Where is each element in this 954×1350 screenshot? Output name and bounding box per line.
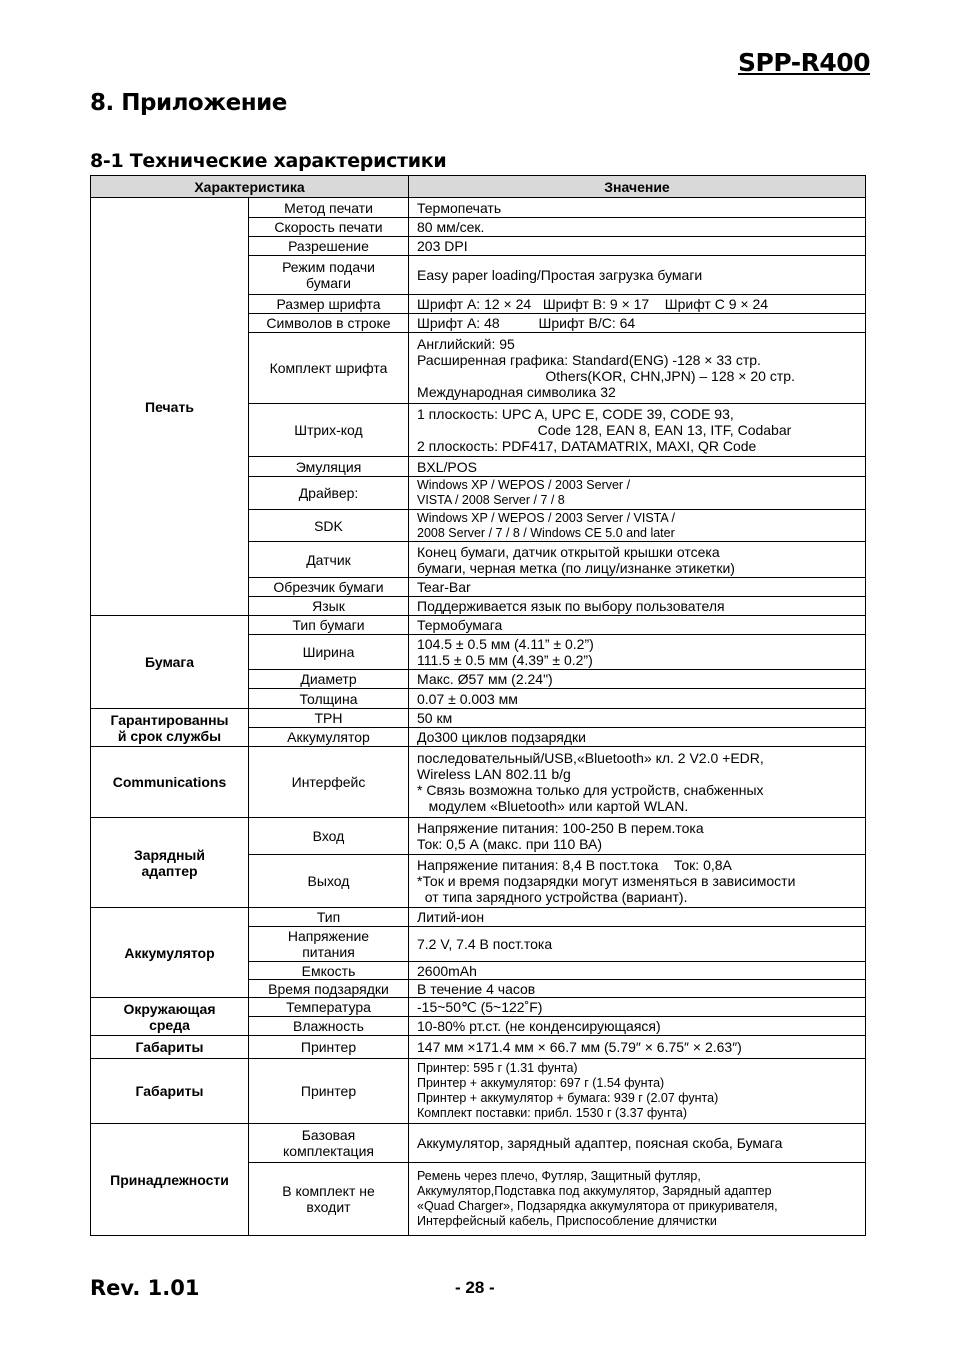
value-line: Напряжение питания: 8,4 В пост.тока Ток: 0,8А [417,857,732,873]
value-cell [409,1059,866,1124]
value-line: Поддерживается язык по выбору пользователя [417,598,725,614]
model-name: SPP-R400 [738,48,871,77]
value-line: Аккумулятор, зарядный адаптер, поясная скоба, Бумага [417,1135,783,1151]
parameter-cell: Эмуляция [249,457,409,477]
parameter-cell: Метод печати [249,198,409,218]
parameter-cell: Тип [249,908,409,927]
value-cell [409,616,866,635]
parameter-cell: Время подзарядки [249,980,409,998]
value-line: Международная символика 32 [417,384,616,400]
parameter-cell: Разрешение [249,237,409,256]
table-row [91,1124,866,1163]
value-line: Tear-Bar [417,579,471,595]
parameter-cell: Базовая комплектация [249,1124,409,1163]
value-line: Макс. Ø57 мм (2.24") [417,671,553,687]
value-cell [409,1036,866,1059]
value-cell [409,1124,866,1163]
value-line: 7.2 V, 7.4 В пост.тока [417,936,553,952]
table-header-row [91,176,866,198]
table-row [91,1036,866,1059]
value-line: 10-80% рт.ст. (не конденсирующаяся) [417,1018,661,1034]
value-line: Конец бумаги, датчик открытой крышки отсека [417,543,720,560]
parameter-cell: Символов в строке [249,314,409,333]
value-line: Комплект поставки: прибл. 1530 г (3.37 фунта) [417,1106,688,1120]
parameter-cell: Язык [249,597,409,616]
table-row [91,709,866,728]
value-cell [409,314,866,333]
value-cell [409,333,866,404]
value-line: Термопечать [417,199,502,216]
parameter-cell: В комплект не входит [249,1163,409,1236]
value-line: Английский: 95 [417,336,515,352]
group-label: Аккумулятор [91,908,249,998]
value-cell [409,1163,866,1236]
value-line: Easy paper loading/Простая загрузка бумаги [417,267,703,283]
value-line: Принтер: 595 г (1.31 фунта) [417,1061,578,1075]
parameter-cell: Влажность [249,1017,409,1036]
group-label: Принадлежности [91,1124,249,1236]
value-line: Others(KOR, CHN,JPN) – 128 × 20 стр. [417,368,795,384]
value-cell [409,998,866,1017]
value-cell [409,198,866,218]
revision-label: Rev. 1.01 [90,1276,200,1300]
parameter-cell: Обрезчик бумаги [249,578,409,597]
value-cell [409,295,866,314]
value-line: 111.5 ± 0.5 мм (4.39” ± 0.2”) [417,652,593,668]
value-line: Code 128, EAN 8, EAN 13, ITF, Codabar [417,422,792,438]
group-label: Бумага [91,616,249,709]
value-cell [409,542,866,578]
table-row [91,198,866,218]
value-cell [409,747,866,818]
value-line: Windows XP / WEPOS / 2003 Server / VISTA / [417,510,675,525]
parameter-cell: Комплект шрифта [249,333,409,404]
value-line: бумаги, черная метка (по лицу/изнанке этикетки) [417,559,735,576]
parameter-cell: Штрих-код [249,404,409,457]
value-line: Wireless LAN 802.11 b/g [417,766,571,782]
value-line: В течение 4 часов [417,980,536,997]
value-line: Аккумулятор,Подставка под аккумулятор, Зарядный адаптер [417,1184,772,1198]
column-header-value: Значение [409,176,866,198]
value-line: последовательный/USB,«Bluetooth» кл. 2 V2.0 +EDR, [417,750,764,766]
table-body [91,198,866,1236]
parameter-cell: Выход [249,855,409,908]
value-cell [409,256,866,295]
column-header-characteristic: Характеристика [91,176,409,198]
group-label: Зарядный адаптер [91,818,249,908]
value-line: 2600mAh [417,962,477,979]
group-label: Communications [91,747,249,818]
value-cell [409,980,866,998]
parameter-cell: Диаметр [249,670,409,689]
value-line: 0.07 ± 0.003 мм [417,690,518,707]
value-cell [409,689,866,709]
value-line: Литий-ион [417,909,485,925]
value-cell [409,670,866,689]
parameter-cell: Скорость печати [249,218,409,237]
parameter-cell: Ширина [249,635,409,670]
value-cell [409,218,866,237]
parameter-cell: TPH [249,709,409,728]
chapter-title: 8. Приложение [90,90,287,116]
group-label: Габариты [91,1036,249,1059]
value-line: Термобумага [417,617,503,633]
group-label: Окружающая среда [91,998,249,1036]
value-line: Шрифт A: 48 Шрифт B/C: 64 [417,315,636,331]
value-line: Принтер + аккумулятор + бумага: 939 г (2.07 фунта) [417,1091,719,1105]
group-label: Гарантированны й срок службы [91,709,249,747]
value-cell [409,237,866,256]
value-cell [409,962,866,980]
parameter-cell: Принтер [249,1036,409,1059]
value-line: «Quad Charger», Подзарядка аккумулятора от прикуривателя, [417,1199,778,1213]
value-line: 203 DPI [417,238,468,254]
value-line: 50 км [417,710,453,726]
parameter-cell: Напряжение питания [249,927,409,962]
value-cell [409,510,866,542]
value-line: Расширенная графика: Standard(ENG) -128 × 33 стр. [417,352,761,368]
spec-table [90,175,866,1236]
value-cell [409,818,866,855]
group-label: Печать [91,198,249,616]
parameter-cell: Температура [249,998,409,1017]
table-row [91,818,866,855]
value-cell [409,709,866,728]
value-line: Интерфейсный кабель, Приспособление длячистки [417,1214,717,1228]
parameter-cell: Принтер [249,1059,409,1124]
value-line: -15~50℃ (5~122˚F) [417,999,543,1015]
value-line: Ток: 0,5 А (макс. при 110 ВА) [417,836,603,852]
value-line: До300 циклов подзарядки [417,729,586,745]
value-line: Шрифт A: 12 × 24 Шрифт B: 9 × 17 Шрифт C 9 × 24 [417,296,769,312]
value-cell [409,477,866,510]
value-cell [409,728,866,747]
value-cell [409,457,866,477]
value-line: BXL/POS [417,458,477,475]
table-row [91,1059,866,1124]
group-label: Габариты [91,1059,249,1124]
parameter-cell: Аккумулятор [249,728,409,747]
section-title: 8-1 Технические характеристики [90,150,447,172]
table-row [91,747,866,818]
value-line: от типа зарядного устройства (вариант). [417,889,688,905]
parameter-cell: Драйвер: [249,477,409,510]
value-line: 147 мм ×171.4 мм × 66.7 мм (5.79″ × 6.75″ × 2.63″) [417,1039,742,1055]
value-line: 2008 Server / 7 / 8 / Windows CE 5.0 and later [417,525,675,540]
parameter-cell: Режим подачи бумаги [249,256,409,295]
value-cell [409,927,866,962]
value-cell [409,597,866,616]
value-cell [409,1017,866,1036]
value-line: 80 мм/сек. [417,219,485,235]
value-cell [409,855,866,908]
parameter-cell: Размер шрифта [249,295,409,314]
value-line: * Связь возможна только для устройств, снабженных [417,782,764,798]
value-line: Принтер + аккумулятор: 697 г (1.54 фунта) [417,1076,665,1090]
value-line: 104.5 ± 0.5 мм (4.11” ± 0.2”) [417,636,594,652]
value-line: VISTA / 2008 Server / 7 / 8 [417,493,565,507]
table-row [91,908,866,927]
parameter-cell: Тип бумаги [249,616,409,635]
value-cell [409,578,866,597]
parameter-cell: Толщина [249,689,409,709]
parameter-cell: Вход [249,818,409,855]
table-row [91,998,866,1017]
value-cell [409,635,866,670]
value-line: 1 плоскость: UPC A, UPC E, CODE 39, CODE 93, [417,406,734,422]
value-cell [409,908,866,927]
value-line: Напряжение питания: 100-250 В перем.тока [417,820,704,836]
parameter-cell: Емкость [249,962,409,980]
page-number: - 28 - [455,1278,495,1297]
value-line: Ремень через плечо, Футляр, Защитный футляр, [417,1169,701,1183]
parameter-cell: Интерфейс [249,747,409,818]
table-row [91,616,866,635]
value-line: модулем «Bluetooth» или картой WLAN. [417,798,689,814]
value-line: 2 плоскость: PDF417, DATAMATRIX, MAXI, QR Code [417,438,757,454]
parameter-cell: Датчик [249,542,409,578]
value-cell [409,404,866,457]
value-line: Windows XP / WEPOS / 2003 Server / [417,478,631,492]
parameter-cell: SDK [249,510,409,542]
value-line: *Ток и время подзарядки могут изменяться в зависимости [417,873,796,889]
